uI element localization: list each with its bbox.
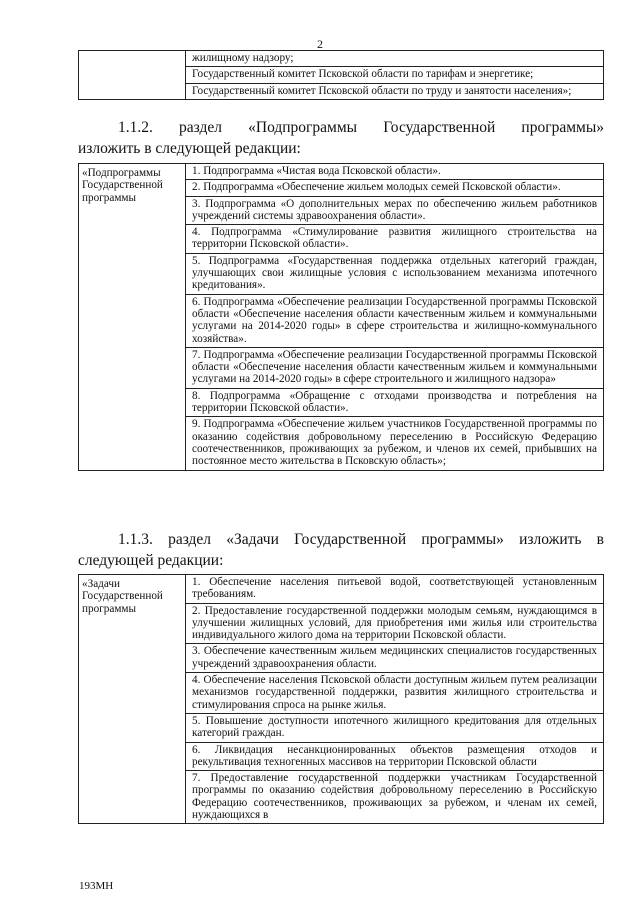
heading-1-1-2-cont: изложить в следующей редакции:	[78, 140, 301, 157]
footer-code: 193МН	[79, 880, 114, 892]
list-item: 5. Подпрограмма «Государственная поддержка отдельных категорий граждан, улучшающих свои жилищные условия с использованием механизма ипотечного кредитования».	[186, 253, 603, 294]
list-item: 1. Подпрограмма «Чистая вода Псковской области».	[192, 165, 441, 177]
page-number: 2	[317, 37, 323, 51]
list-item: 8. Подпрограмма «Обращение с отходами производства и потребления на территории Псковской области».	[186, 388, 603, 417]
list-item: 7. Предоставление государственной поддержки участникам Государственной программы по оказанию содействия добровольному переселению в Российскую Федерацию соотечественников, проживающих за рубежом, и членам их семей, нуждающихся в	[186, 770, 603, 823]
list-item: Государственный комитет Псковской области по тарифам и энергетике;	[186, 66, 603, 82]
subprograms-list	[186, 164, 604, 471]
heading-1-1-3-cont: следующей редакции:	[78, 552, 224, 569]
tasks-label: «Задачи Государственной программы	[79, 575, 186, 824]
list-item: 3. Подпрограмма «О дополнительных мерах по обеспечению жильем работников учреждений системы здравоохранения области».	[186, 196, 603, 225]
right-cell	[186, 51, 604, 100]
table-continuation	[78, 50, 604, 100]
list-item: жилищному надзору;	[192, 52, 294, 64]
list-item: 9. Подпрограмма «Обеспечение жильем участников Государственной программы по оказанию содействия добровольному переселению в Российскую Федерацию соотечественников, проживающих за рубежом, и членов их семей, прибывших на постоянное место жительства в Псковскую область»;	[186, 416, 603, 469]
list-item: 6. Подпрограмма «Обеспечение реализации Государственной программы Псковской области «Обеспечение населения области качественным жильем и коммунальными услугами на 2014-2020 годы» в сфере строительства и жилищно-коммунального хозяйства».	[186, 294, 603, 347]
list-item: 3. Обеспечение качественным жильем медицинских специалистов государственных учреждений здравоохранения области.	[186, 643, 603, 672]
list-item: 5. Повышение доступности ипотечного жилищного кредитования для отдельных категорий граждан.	[186, 713, 603, 742]
list-item: Государственный комитет Псковской области по труду и занятости населения»;	[186, 83, 603, 99]
heading-1-1-2: 1.1.2. раздел «Подпрограммы Государственной программы»	[118, 119, 604, 136]
list-item: 2. Подпрограмма «Обеспечение жильем молодых семей Псковской области».	[186, 179, 603, 195]
heading-1-1-3: 1.1.3. раздел «Задачи Государственной программы» изложить в	[118, 531, 604, 548]
list-item: 4. Обеспечение населения Псковской области доступным жильем путем реализации механизмов государственной поддержки, развития жилищного строительства и стимулирования спроса на рынке жилья.	[186, 672, 603, 713]
left-cell-empty	[79, 51, 186, 100]
subprograms-label: «Подпрограммы Государственной программы	[79, 164, 186, 471]
table-tasks	[78, 574, 604, 824]
list-item: 7. Подпрограмма «Обеспечение реализации Государственной программы Псковской области «Обеспечение населения области качественным жильем и коммунальными услугами на 2014-2020 годы» в сфере строительного и жилищного надзора»	[186, 347, 603, 388]
list-item: 2. Предоставление государственной поддержки молодым семьям, нуждающимся в улучшении жилищных условий, для приобретения ими жилья или строительства индивидуального жилого дома на территории Псковской области.	[186, 603, 603, 644]
list-item: 1. Обеспечение населения питьевой водой, соответствующей установленным требованиям.	[192, 576, 597, 601]
table-subprograms	[78, 163, 604, 471]
tasks-list	[186, 575, 604, 824]
list-item: 4. Подпрограмма «Стимулирование развития жилищного строительства на территории Псковской области».	[186, 224, 603, 253]
list-item: 6. Ликвидация несанкционированных объектов размещения отходов и рекультивация техногенных массивов на территории Псковской области	[186, 742, 603, 771]
